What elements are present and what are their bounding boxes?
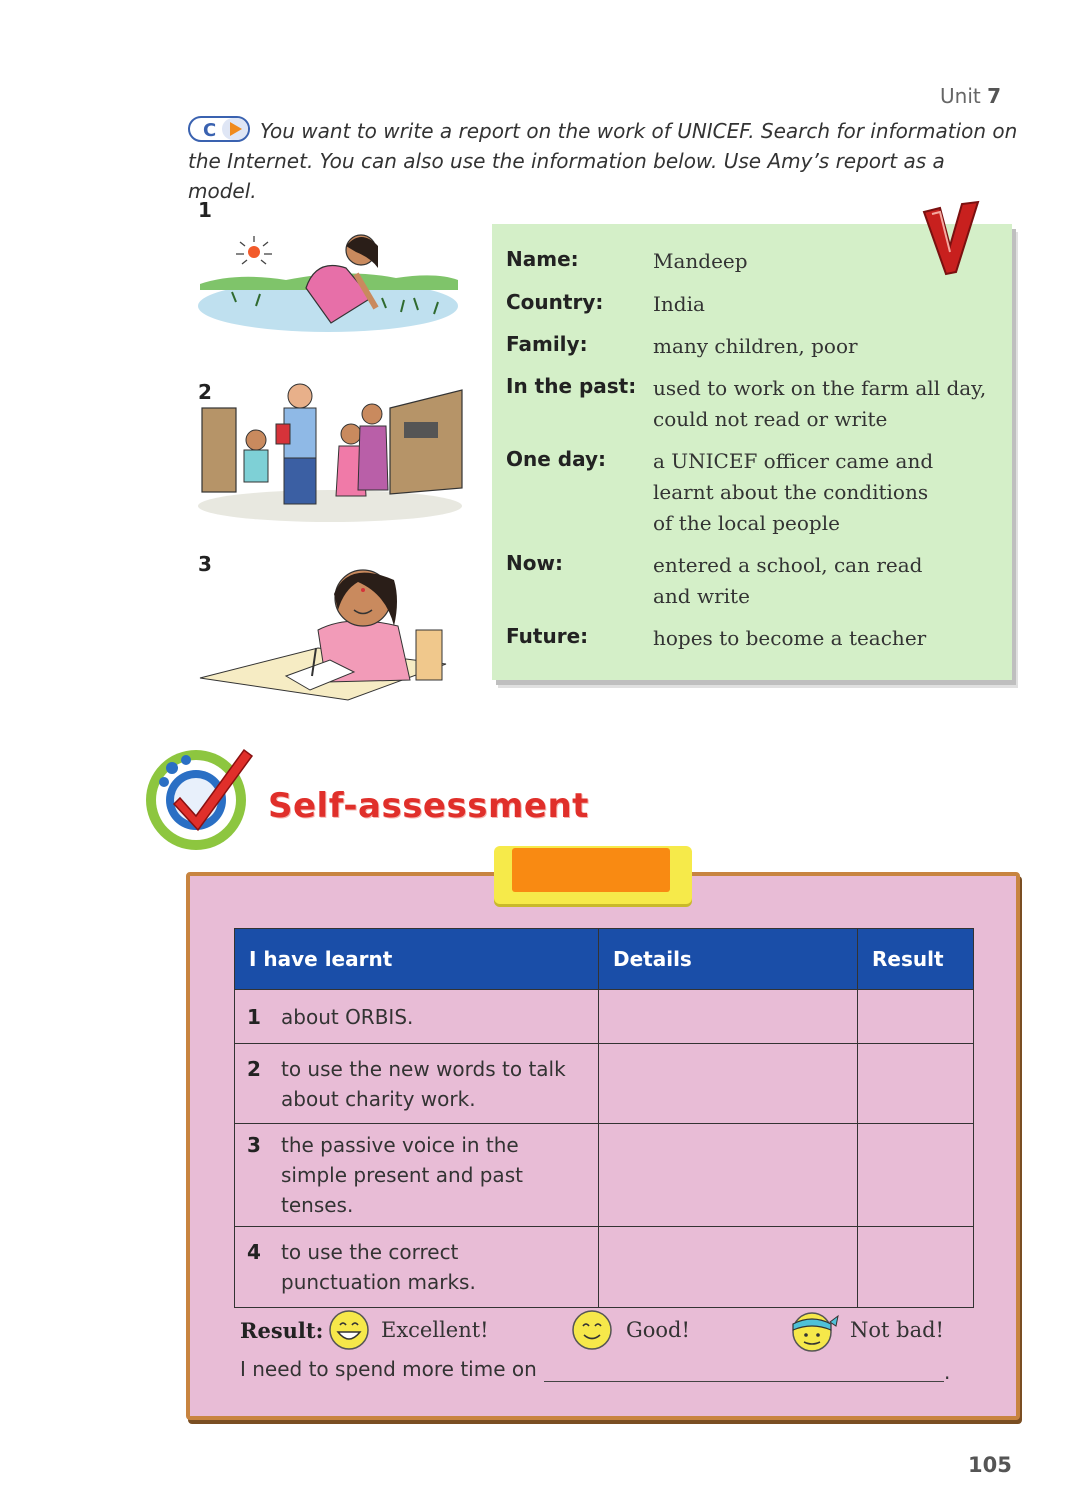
self-assessment-title: Self-assessment <box>268 786 589 826</box>
picture-number-2: 2 <box>198 380 212 404</box>
result-cell[interactable] <box>858 1044 974 1124</box>
result-cell[interactable] <box>858 990 974 1044</box>
header-result: Result <box>858 929 974 990</box>
details-cell[interactable] <box>599 990 858 1044</box>
header-details: Details <box>599 929 858 990</box>
good-smiley-icon <box>570 1308 614 1352</box>
picture-number-1: 1 <box>198 198 212 222</box>
details-cell[interactable] <box>599 1227 858 1308</box>
excellent-smiley-icon <box>327 1308 371 1352</box>
details-cell[interactable] <box>599 1044 858 1124</box>
table-row <box>235 1227 974 1308</box>
unicef-officer-village-illustration <box>196 378 464 524</box>
girl-planting-rice-illustration <box>196 228 460 338</box>
learnt-cell: 3 the passive voice in the simple present and past tenses. <box>235 1124 599 1227</box>
not-bad-smiley-icon <box>788 1308 840 1354</box>
learnt-cell: 1 about ORBIS. <box>235 990 599 1044</box>
page-number: 105 <box>968 1453 1012 1477</box>
result-cell[interactable] <box>858 1227 974 1308</box>
result-good-label: Good! <box>626 1318 690 1342</box>
learnt-cell: 4 to use the correct punctuation marks. <box>235 1227 599 1308</box>
girl-writing-illustration <box>198 560 448 702</box>
board-clip-inner <box>512 848 670 892</box>
v-logo-icon <box>920 198 980 278</box>
details-cell[interactable] <box>599 1124 858 1227</box>
instruction-text: You want to write a report on the work of UNICEF. Search for information on the Internet. You can also use the information below. Use Amy’s report as a model. <box>188 119 1018 203</box>
header-i-have-learnt: I have learnt <box>235 929 599 990</box>
table-header-row <box>235 929 974 990</box>
learnt-cell: 2 to use the new words to talk about charity work. <box>235 1044 599 1124</box>
table-row <box>235 1044 974 1124</box>
checkmark-clock-icon <box>144 742 256 854</box>
result-label: Result: <box>240 1318 324 1343</box>
result-excellent-label: Excellent! <box>381 1318 489 1342</box>
picture-number-3: 3 <box>198 552 212 576</box>
need-more-time-text: I need to spend more time on <box>240 1357 537 1381</box>
table-row <box>235 990 974 1044</box>
activity-letter: C <box>203 120 217 141</box>
result-cell[interactable] <box>858 1124 974 1227</box>
table-row <box>235 1124 974 1227</box>
self-assessment-table <box>234 928 974 1308</box>
need-more-time-blank[interactable] <box>544 1381 944 1382</box>
result-not-bad-label: Not bad! <box>850 1318 944 1342</box>
sentence-period: . <box>944 1360 951 1384</box>
unit-label: Unit 7 <box>940 84 1001 108</box>
